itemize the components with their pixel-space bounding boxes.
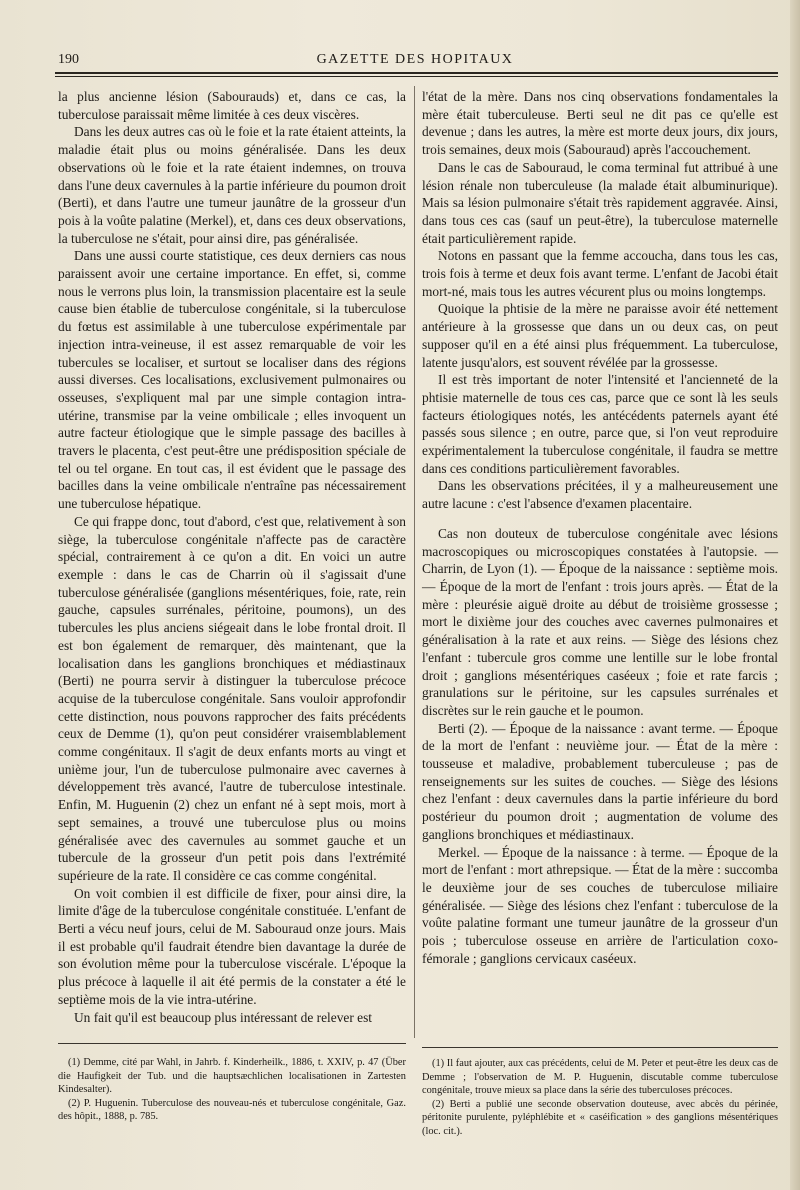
paragraph: Dans les observations précitées, il y a malheureusement une autre lacune : c'est l'absence d'examen placentaire. bbox=[422, 478, 778, 512]
paragraph: Dans le cas de Sabouraud, le coma terminal fut attribué à une lésion rénale non tuberculeuse (la malade était albuminurique). Mais sa lésion pulmonaire s'était très rapidement aggravée. Ainsi, dans tous ces cas (sauf un peut-être), la tuberculose maternelle était particulièrement rapide. bbox=[422, 159, 778, 246]
paragraph: la plus ancienne lésion (Sabourauds) et, dans ce cas, la tuberculose paraissait même limitée à ces deux viscères. bbox=[58, 89, 406, 122]
paragraph: Ce qui frappe donc, tout d'abord, c'est que, relativement à son siège, la tuberculose congénitale n'affecte pas de caractère spécial, contrairement à ce qu'on a dit. En voici un autre exemple : dans le cas de Charrin où il s'agissait d'une tuberculose généralisée (ganglions mésentériques, foie, rate, rein gauche, capsules surrénales, péritoine, poumons), un des tubercules les plus anciens siégeait dans le lobe frontal droit. Il est bon également de remarquer, dès maintenant, que la localisation dans les ganglions bronchiques et médiastinaux (Berti) ne pourra servir à distinguer la tuberculose précoce acquise de la tuberculose congénitale. Sans vouloir approfondir cette distinction, nous pouvons rapprocher des faits précédents ceux de Demme (1), qu'on peut considérer vraisemblablement comme congénitaux. Il s'agit de deux enfants morts au vingt et unième jour, l'un de tuberculose pulmonaire avec cavernes à développement très avancé, l'autre de tuberculose intestinale. Enfin, M. Huguenin (2) chez un enfant né à sept mois, mort à sept semaines, a trouvé une tuberculose plus ou moins généralisée avec des cavernules au sommet gauche et un tubercule de la grosseur d'un petit pois dans l'extrémité supérieure de la rate. Il considère ce cas comme congénital. bbox=[58, 513, 406, 883]
page-number: 190 bbox=[58, 52, 79, 67]
paragraph: Quoique la phtisie de la mère ne paraisse avoir été nettement antérieure à la grossesse que dans un ou deux cas, on peut supposer qu'il en a été ainsi plus fréquemment. La tuberculose, latente jusqu'alors, est souvent révélée par la grossesse. bbox=[422, 301, 778, 370]
paragraph: Un fait qu'il est beaucoup plus intéressant de relever est bbox=[74, 1009, 373, 1025]
footnote: (2) Berti a publié une seconde observation douteuse, avec abcès du périnée, péritonite purulente, pyléphlébite et « caséification » des ganglions mésentériques (loc. cit.). bbox=[422, 1098, 778, 1137]
paragraph: Notons en passant que la femme accoucha, dans tous les cas, trois fois à terme et deux fois avant terme. L'enfant de Jacobi était mort-né, mais tous les autres vécurent plus ou moins longtemps. bbox=[422, 248, 778, 299]
footnotes-right bbox=[422, 1057, 778, 1139]
paragraph: Dans les deux autres cas où le foie et la rate étaient atteints, la maladie était plus ou moins généralisée. Dans les deux observations où le foie et la rate étaient indemnes, on trouva dans l'une deux cavernules à la partie inférieure du poumon droit (Berti), et dans l'autre une tumeur jaunâtre de la grosseur d'un pois à la voûte palatine (Merkel), et, dans ces deux observations, la tuberculose ne s'était, pour ainsi dire, pas généralisée. bbox=[58, 124, 406, 246]
footnote-rule-right bbox=[422, 1047, 778, 1048]
journal-title: GAZETTE DES HOPITAUX bbox=[316, 52, 514, 67]
footnote-rule-left bbox=[58, 1043, 406, 1044]
paragraph: Dans une aussi courte statistique, ces deux derniers cas nous paraissent avoir une certaine importance. En effet, si, comme nous le verrons plus loin, la transmission placentaire est la seule cause bien établie de tuberculose congénitale, si la tuberculose du fœtus est assimilable à une tuberculose expérimentale par injection intra-veineuse, il est assez remarquable de voir les tubercules se localiser, et surtout se localiser dans des régions aussi diverses. Ces localisations, exclusivement pulmonaires ou osseuses, s'expliquent mal par une simple contagion intra-utérine, transmise par la veine ombilicale ; elles invoquent un autre facteur étiologique que le simple passage des bacilles à travers le placenta, c'est peut-être une prédisposition spéciale de tel ou tel organe. En tout cas, il est évident que le passage des bacilles dans la veine ombilicale n'entraîne pas nécessairement une tuberculose hépatique. bbox=[58, 248, 406, 512]
footnote: (1) Il faut ajouter, aux cas précédents, celui de M. Peter et peut-être les deux cas de Demme ; l'observation de M. P. Huguenin, discutable comme tuberculose congénitale, trouve mieux sa place dans la série des tuberculoses précoces. bbox=[422, 1058, 778, 1097]
footnote: (2) P. Huguenin. Tuberculose des nouveau-nés et tuberculose congénitale, Gaz. des hôpit., 1888, p. 785. bbox=[58, 1097, 406, 1123]
left-column bbox=[58, 88, 406, 1026]
paragraph: On voit combien il est difficile de fixer, pour ainsi dire, la limite d'âge de la tuberculose congénitale constituée. L'enfant de Berti a vécu neuf jours, celui de M. Sabouraud onze jours. Mais il est probable qu'il faudrait étendre bien davantage la durée de son évolution même pour la tuberculose viscérale. L'époque la plus précoce à laquelle il ait été permis de la constater a été le septième mois de la vie intra-utérine. bbox=[58, 885, 406, 1007]
right-column bbox=[422, 88, 778, 967]
running-header bbox=[50, 50, 780, 72]
paragraph: l'état de la mère. Dans nos cinq observations fondamentales la mère était tuberculeuse. Berti seul ne dit pas ce qu'elle est devenue ; dans les autres, la mère est morte deux jours, dix jours, trois semaines, deux mois (Sabouraud) après l'accouchement. bbox=[422, 89, 778, 158]
case-merkel: Merkel. — Époque de la naissance : à terme. — Époque de la mort de l'enfant : mort athrepsique. — État de la mère : succomba le deuxième jour de ses couches de tuberculose miliaire généralisée. — Siège des lésions chez l'enfant : tuberculose de la voûte palatine formant une tumeur jaunâtre de la grosseur d'un pois ; tuberculose osseuse en arrière de l'articulation coxo-fémorale ; ganglions cervicaux caséeux. bbox=[422, 844, 778, 966]
paragraph: Il est très important de noter l'intensité et l'ancienneté de la phtisie maternelle de tous ces cas, parce que ce sont là les seuls facteurs étiologiques notés, les antécédents paternels ayant été passés sous silence ; en outre, parce que, si l'on veut reproduire expérimentalement la tuberculose congénitale, il faudra se mettre dans ces conditions particulièrement favorables. bbox=[422, 372, 778, 476]
header-rule-thick bbox=[55, 72, 778, 74]
column-divider bbox=[414, 86, 415, 1038]
page-edge-shadow bbox=[790, 0, 800, 1190]
case-berti: Berti (2). — Époque de la naissance : avant terme. — Époque de la mort de l'enfant : neuvième jour. — État de la mère : tousseuse et maladive, probablement tuberculeuse ; pas de renseignements sur les suites de couches. — Siège des lésions chez l'enfant : deux cavernules dans la partie inférieure du bord postérieur du poumon droit ; augmentation de volume des ganglions bronchiques et médiastinaux. bbox=[422, 720, 778, 842]
case-charrin: Cas non douteux de tuberculose congénitale avec lésions macroscopiques ou microscopiques constatées à l'autopsie. — Charrin, de Lyon (1). — Époque de la naissance : septième mois. — Époque de la mort de l'enfant : trois jours après. — État de la mère : pleurésie aiguë droite au début de troisième grossesse ; mort le dixième jour des couches avec cavernes pulmonaires et généralisation à la rate et aux reins. — Siège des lésions chez l'enfant : tubercule gros comme une lentille sur le lobe frontal droit ; ganglions mésentériques caséeux ; foie et rate farcis ; granulations sur le péritoine, sur les capsules surrénales et discrètes sur le rein gauche et le poumon. bbox=[422, 525, 778, 718]
footnote: (1) Demme, cité par Wahl, in Jahrb. f. Kinderheilk., 1886, t. XXIV, p. 47 (Über die Haufigkeit der Tub. und die hauptsæchlichen localisationen in Zartesten Kindesalter). bbox=[58, 1057, 406, 1096]
footnotes-left bbox=[58, 1056, 406, 1124]
header-rule-thin bbox=[55, 76, 778, 77]
